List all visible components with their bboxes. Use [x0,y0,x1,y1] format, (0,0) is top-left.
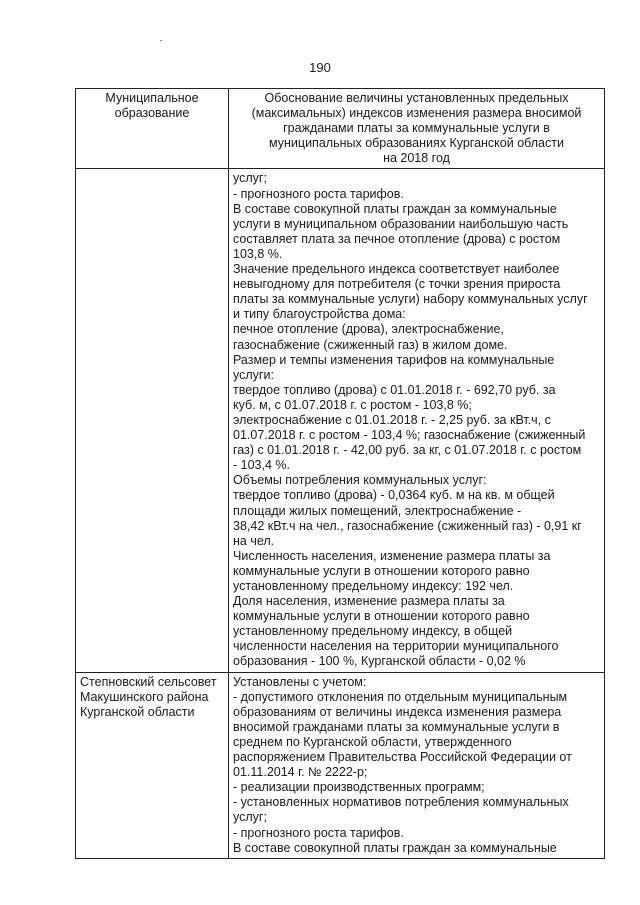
text-line: - допустимого отклонения по отдельным муниципальным [233,689,568,704]
text-line: распоряжением Правительства Российской Федерации от [233,750,572,765]
text-line: образованиям от величины индекса изменения размера [233,704,562,719]
municipality-line: Курганской области [80,704,195,719]
text-line: Установлены с учетом: [233,674,367,689]
text-line: вносимой гражданами платы за коммунальные услуги в [233,719,560,734]
text-line: услуг; [233,810,267,825]
text-line: платы за коммунальные услуги) набору коммунальных услуг [233,292,588,307]
header-line: на 2018 год [383,151,450,166]
text-line: коммунальные услуги в отношении которого равно [233,609,530,624]
text-line: площади жилых помещений, электроснабжение - [233,503,522,518]
text-line: - установленных нормативов потребления коммунальных [233,795,569,810]
municipality-cell [76,672,229,858]
scan-speck [160,40,162,41]
municipality-cell [76,169,229,672]
page-number: 190 [309,60,331,75]
text-line: Доля населения, изменение размера платы за [233,594,505,609]
text-line: 01.07.2018 г. с ростом - 103,4 %; газоснабжение (сжиженный [233,428,586,443]
text-line: газ) с 01.01.2018 г. - 42,00 руб. за кг, с 01.07.2018 г. с ростом [233,443,582,458]
header-municipality [76,89,229,169]
text-line: услуг; [233,171,267,186]
text-line: установленному предельному индексу, в общей [233,624,513,639]
justification-cell [229,672,605,858]
text-line: составляет плата за печное отопление (дрова) с ростом [233,231,561,246]
text-line: установленному предельному индексу: 192 чел. [233,579,514,593]
text-line: электроснабжение с 01.01.2018 г. - 2,25 руб. за кВт.ч, с [233,412,551,427]
text-line: твердое топливо (дрова) с 01.01.2018 г. - 692,70 руб. за [233,382,556,397]
text-line: твердое топливо (дрова) - 0,0364 куб. м на кв. м общей [233,488,555,503]
text-line: В составе совокупной платы граждан за коммунальные [233,840,557,855]
municipality-line: Макушинского района [80,689,209,704]
text-line: - прогнозного роста тарифов. [233,186,404,201]
header-line: Муниципальное [105,91,199,105]
header-line: муниципальных образованиях Курганской области [269,136,564,151]
text-line: среднем по Курганской области, утвержденного [233,734,512,749]
text-line: на чел. [233,533,275,548]
text-line: и типу благоустройства дома: [233,307,406,322]
header-line: образование [114,106,190,121]
table-row [76,169,605,672]
text-line: куб. м, с 01.07.2018 г. с ростом - 103,8 %; [233,397,472,412]
municipality-line: Степновский сельсовет [80,674,217,689]
text-line: Значение предельного индекса соответствует наиболее [233,262,560,277]
text-line: печное отопление (дрова), электроснабжение, [233,322,504,337]
text-line: 103,8 %. [233,246,283,261]
tariff-justification-table [75,88,605,859]
text-line: Размер и темпы изменения тарифов на коммунальные [233,352,555,367]
text-line: услуги: [233,367,274,382]
text-line: газоснабжение (сжиженный газ) в жилом доме. [233,337,508,352]
table-header-row [76,89,605,169]
text-line: - прогнозного роста тарифов. [233,825,404,840]
text-line: Численность населения, изменение размера платы за [233,548,551,563]
text-line: 38,42 кВт.ч на чел., газоснабжение (сжиженный газ) - 0,91 кг [233,518,582,533]
header-justification [229,89,605,169]
text-line: Объемы потребления коммунальных услуг: [233,473,487,488]
table-row [76,672,605,858]
text-line: невыгодному для потребителя (с точки зрения прироста [233,277,561,292]
text-line: - реализации производственных программ; [233,780,485,795]
header-line: гражданами платы за коммунальные услуги в [283,121,550,136]
header-line: Обоснование величины установленных предельных [264,91,569,105]
text-line: услуги в муниципальном образовании наибольшую часть [233,216,569,231]
justification-cell [229,169,605,672]
text-line: В составе совокупной платы граждан за коммунальные [233,201,557,216]
header-line: (максимальных) индексов изменения размера вносимой [251,106,582,121]
text-line: - 103,4 %. [233,458,290,473]
text-line: коммунальные услуги в отношении которого равно [233,563,530,578]
text-line: численности населения на территории муниципального [233,639,559,654]
text-line: 01.11.2014 г. № 2222-р; [233,765,368,780]
text-line: образования - 100 %, Курганской области - 0,02 % [233,654,526,669]
